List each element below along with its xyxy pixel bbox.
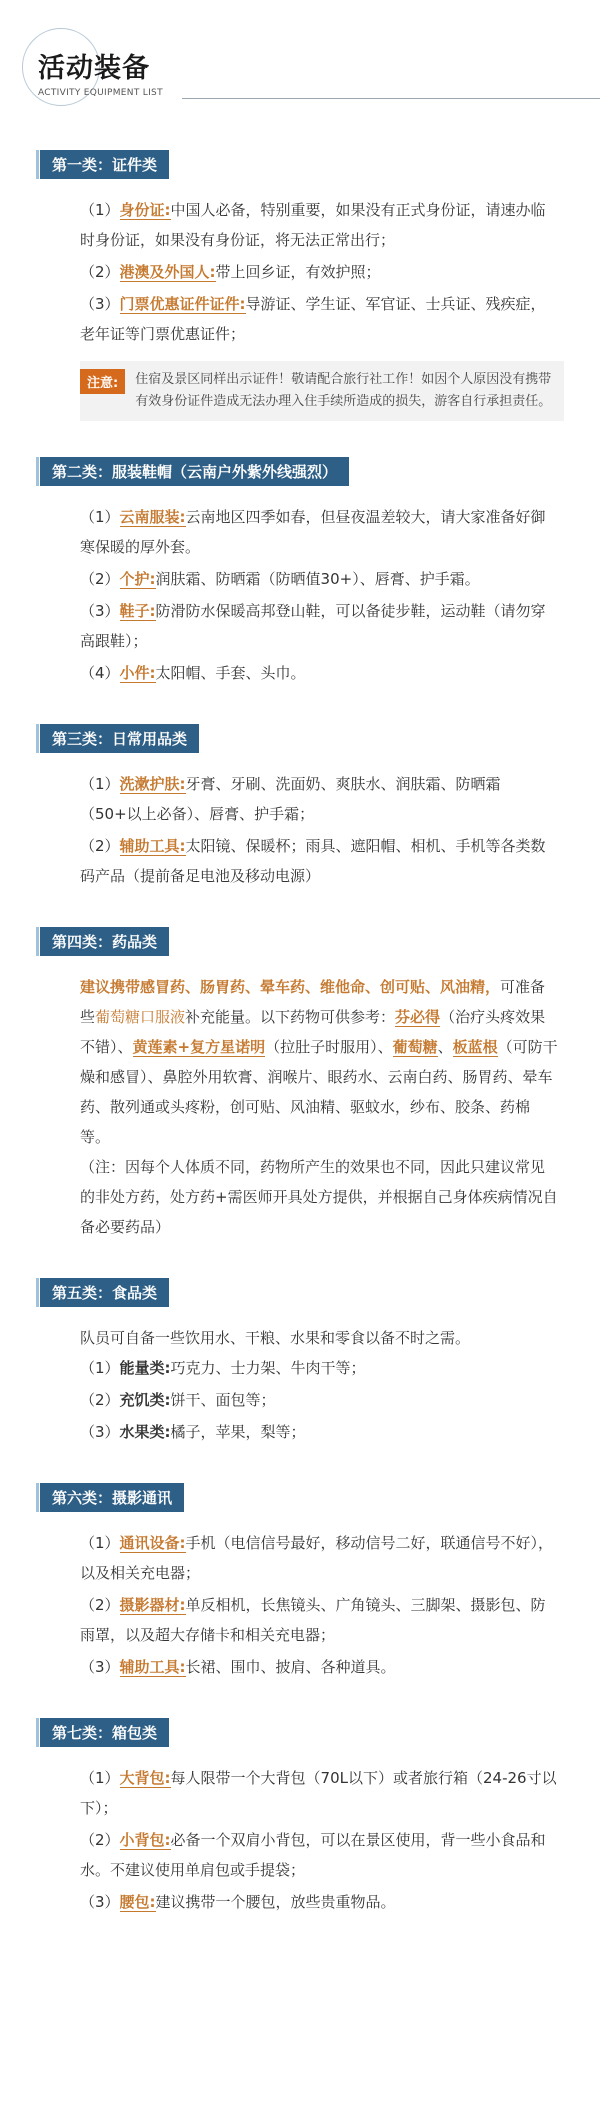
list-item: （1）云南服装:云南地区四季如春，但昼夜温差较大，请大家准备好御寒保暖的厚外套。: [80, 508, 546, 556]
list-item: （2）个护:润肤霜、防晒霜（防晒值30+）、唇膏、护手霜。: [80, 570, 480, 588]
page-header: [28, 46, 600, 108]
note-label: 注意:: [80, 369, 125, 394]
section-title: 第二类：服装鞋帽（云南户外紫外线强烈）: [40, 457, 349, 486]
section-clothing: [0, 457, 600, 688]
section-photography: [0, 1483, 600, 1682]
medicine-paragraph: 建议携带感冒药、肠胃药、晕车药、维他命、创可贴、风油精，可准备些葡萄糖口服液补充能量。以下药物可供参考：芬必得（治疗头疼效果不错）、黄莲素+复方星诺明（拉肚子时服用）、葡萄糖、板蓝根（可防干燥和感冒）、鼻腔外用软膏、润喉片、眼药水、云南白药、肠胃药、晕车药、散列通或头疼粉，创可贴、风油精、驱蚊水，纱布、胶条、药棉等。: [80, 978, 558, 1146]
section-documents: [0, 150, 600, 421]
list-item: （2）港澳及外国人:带上回乡证，有效护照；: [80, 263, 381, 281]
list-item: （2）小背包:必备一个双肩小背包，可以在景区使用，背一些小食品和水。不建议使用单肩包或手提袋；: [80, 1831, 546, 1879]
list-item: （3）辅助工具:长裙、围巾、披肩、各种道具。: [80, 1658, 396, 1676]
list-item: （1）身份证:中国人必备，特别重要，如果没有正式身份证，请速办临时身份证，如果没有身份证，将无法正常出行；: [80, 201, 546, 249]
list-item: （1）洗漱护肤:牙膏、牙刷、洗面奶、爽肤水、润肤霜、防晒霜（50+以上必备）、唇膏、护手霜；: [80, 775, 501, 823]
food-intro: 队员可自备一些饮用水、干粮、水果和零食以备不时之需。: [80, 1329, 471, 1347]
list-item: （3）水果类:橘子，苹果，梨等；: [80, 1423, 306, 1441]
note-text: 住宿及景区同样出示证件！敬请配合旅行社工作！如因个人原因没有携带有效身份证件造成无法办理入住手续所造成的损失，游客自行承担责任。: [135, 372, 552, 409]
section-medicine: [0, 927, 600, 1242]
list-item: （3）鞋子:防滑防水保暖高邦登山鞋，可以备徒步鞋，运动鞋（请勿穿高跟鞋）；: [80, 602, 546, 650]
list-item: （1）通讯设备:手机（电信信号最好，移动信号二好，联通信号不好），以及相关充电器；: [80, 1534, 554, 1582]
list-item: （3）腰包:建议携带一个腰包，放些贵重物品。: [80, 1893, 396, 1911]
list-item: （2）充饥类:饼干、面包等；: [80, 1391, 276, 1409]
section-title: 第六类：摄影通讯: [40, 1483, 184, 1512]
section-title: 第一类：证件类: [40, 150, 169, 179]
medicine-note: （注：因每个人体质不同，药物所产生的效果也不同，因此只建议常见的非处方药，处方药+需医师开具处方提供，并根据自己身体疾病情况自备必要药品）: [80, 1158, 558, 1236]
list-item: （4）小件:太阳帽、手套、头巾。: [80, 664, 306, 682]
list-item: （2）辅助工具:太阳镜、保暖杯；雨具、遮阳帽、相机、手机等各类数码产品（提前备足电池及移动电源）: [80, 837, 546, 885]
section-title: 第七类：箱包类: [40, 1718, 169, 1747]
list-item: （1）能量类:巧克力、士力架、牛肉干等；: [80, 1359, 366, 1377]
section-title: 第五类：食品类: [40, 1278, 169, 1307]
section-food: [0, 1278, 600, 1447]
list-item: （1）大背包:每人限带一个大背包（70L以下）或者旅行箱（24-26寸以下）；: [80, 1769, 557, 1817]
page-title: 活动装备: [38, 53, 150, 84]
section-title: 第四类：药品类: [40, 927, 169, 956]
list-item: （3）门票优惠证件证件:导游证、学生证、军官证、士兵证、残疾症，老年证等门票优惠证件；: [80, 295, 546, 343]
section-title: 第三类：日常用品类: [40, 724, 199, 753]
note-box: [80, 361, 564, 421]
page-subtitle: ACTIVITY EQUIPMENT LIST: [38, 88, 163, 98]
section-luggage: [0, 1718, 600, 1917]
list-item: （2）摄影器材:单反相机，长焦镜头、广角镜头、三脚架、摄影包、防雨罩，以及超大存储卡和相关充电器；: [80, 1596, 546, 1644]
header-divider: [182, 98, 600, 99]
section-daily-goods: [0, 724, 600, 891]
